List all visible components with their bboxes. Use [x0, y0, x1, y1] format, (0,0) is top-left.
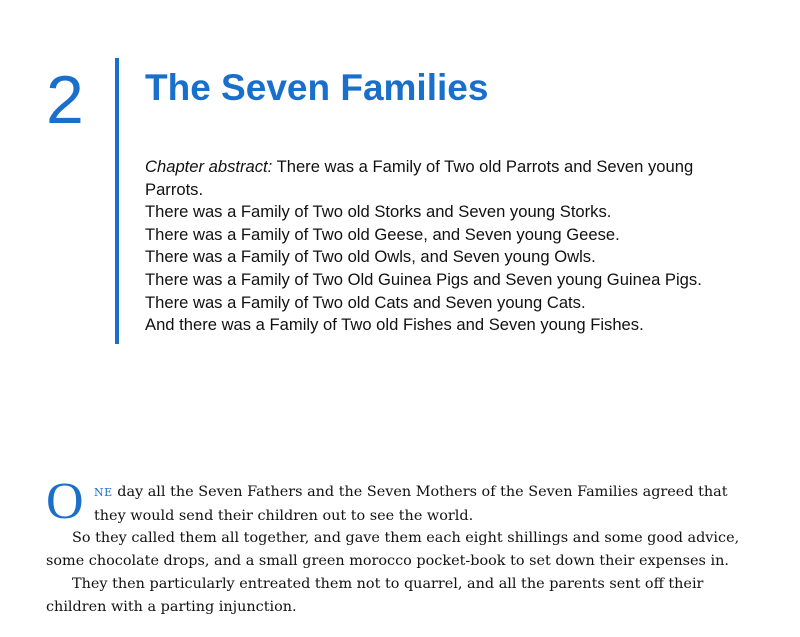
paragraph-line — [94, 481, 746, 505]
chapter-title: The Seven Families — [145, 67, 489, 108]
abstract-line: There was a Family of Two old Storks and Seven young Storks. — [145, 202, 612, 222]
abstract-text: There was a Family of Two old Parrots and Seven young — [272, 157, 694, 176]
abstract-line: There was a Family of Two old Cats and Seven young Cats. — [145, 292, 586, 312]
body-text — [46, 473, 746, 618]
chapter-number: 2 — [46, 62, 84, 138]
drop-cap: O — [46, 473, 84, 530]
chapter-divider — [115, 58, 119, 344]
paragraph-line: They then particularly entreated them not to quarrel, and all the parents sent off their — [72, 575, 704, 592]
abstract-line: There was a Family of Two old Geese, and Seven young Geese. — [145, 224, 620, 244]
paragraph-line: some chocolate drops, and a small green morocco pocket-book to set down their expenses in. — [46, 553, 729, 570]
paragraph-line: they would send their children out to see the world. — [94, 507, 474, 524]
abstract-line: Parrots. — [145, 179, 204, 199]
paragraph-2 — [46, 527, 746, 572]
abstract-label: Chapter abstract: — [145, 157, 273, 176]
abstract-line — [145, 156, 765, 179]
abstract-line: There was a Family of Two Old Guinea Pigs and Seven young Guinea Pigs. — [145, 269, 702, 289]
paragraph-line: So they called them all together, and gave them each eight shillings and some good advice, — [72, 530, 740, 547]
small-caps-text: NE — [94, 486, 113, 499]
paragraph-1 — [46, 473, 746, 530]
paragraph-text: day all the Seven Fathers and the Seven Mothers of the Seven Families agreed that — [112, 484, 728, 500]
abstract-line: There was a Family of Two old Owls, and Seven young Owls. — [145, 247, 596, 267]
chapter-abstract — [145, 156, 765, 337]
abstract-line: And there was a Family of Two old Fishes and Seven young Fishes. — [145, 315, 644, 335]
paragraph-line: children with a parting injunction. — [46, 598, 297, 615]
paragraph-3 — [46, 573, 746, 618]
